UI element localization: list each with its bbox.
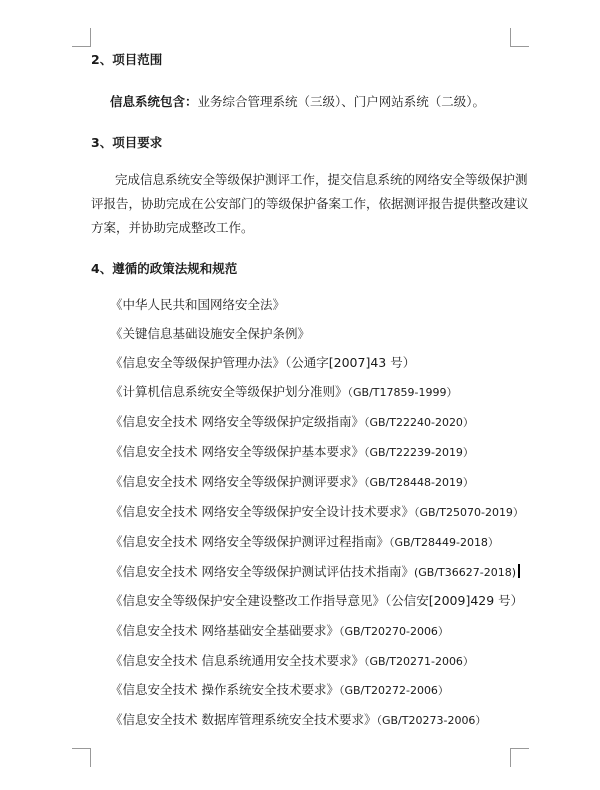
section-heading-requirements[interactable]: 3、项目要求: [91, 135, 163, 150]
policy-standard-code: （GB/T22240-2020）: [363, 416, 474, 429]
policy-item-1[interactable]: [110, 296, 285, 314]
policy-item-11[interactable]: [110, 592, 523, 610]
policy-title: 《信息安全技术 数据库管理系统安全技术要求》: [110, 712, 377, 727]
section-heading-policies[interactable]: 4、遵循的政策法规和规范: [91, 261, 238, 276]
section-heading-scope[interactable]: 2、项目范围: [91, 52, 163, 67]
policy-item-10[interactable]: [110, 563, 520, 582]
policy-standard-code: （GB/T20271-2006）: [363, 655, 474, 668]
policy-item-3[interactable]: [110, 354, 415, 372]
policy-standard-code: (GB/T36627-2018): [413, 566, 517, 579]
policy-standard-code: （GB/T20273-2006）: [376, 714, 487, 727]
policy-item-13[interactable]: [110, 652, 474, 671]
scope-text: 业务综合管理系统（三级）、门户网站系统（二级）。: [197, 94, 486, 109]
requirements-line-3[interactable]: 方案，并协助完成整改工作。: [91, 220, 254, 235]
policy-title: 《信息安全技术 网络安全等级保护定级指南》: [110, 414, 364, 429]
page-corner-mark-bottom-left: [72, 748, 91, 767]
policy-standard-code: （GB/T20272-2006）: [338, 684, 449, 697]
page-corner-mark-top-left: [72, 28, 91, 47]
policy-standard-code: （GB/T25070-2019）: [413, 506, 524, 519]
policy-title: 《信息安全技术 信息系统通用安全技术要求》: [110, 653, 364, 668]
policy-title: 《中华人民共和国网络安全法》: [110, 297, 286, 312]
policy-item-9[interactable]: [110, 533, 499, 552]
policy-title: 《信息安全技术 网络安全等级保护测评过程指南》: [110, 534, 389, 549]
policy-title: 《信息安全技术 网络安全等级保护基本要求》: [110, 444, 364, 459]
text-cursor: [518, 564, 520, 578]
policy-item-6[interactable]: [110, 443, 474, 462]
policy-item-2[interactable]: [110, 325, 310, 343]
policy-item-12[interactable]: [110, 622, 449, 641]
policy-title: 《计算机信息系统安全等级保护划分准则》: [110, 384, 348, 399]
policy-title: 《关键信息基础设施安全保护条例》: [110, 326, 311, 341]
policy-title: 《信息安全技术 网络安全等级保护测评要求》: [110, 474, 364, 489]
policy-title: 《信息安全等级保护管理办法》（公通字[2007]43 号）: [110, 355, 416, 370]
page-corner-mark-top-right: [510, 28, 529, 47]
policy-title: 《信息安全技术 网络安全等级保护安全设计技术要求》: [110, 504, 414, 519]
requirements-line-2[interactable]: 评报告，协助完成在公安部门的等级保护备案工作，依据测评报告提供整改建议: [91, 196, 529, 211]
policy-item-5[interactable]: [110, 413, 474, 432]
policy-title: 《信息安全技术 网络基础安全基础要求》: [110, 623, 339, 638]
policy-item-15[interactable]: [110, 711, 486, 730]
policy-standard-code: （GB/T28449-2018）: [388, 536, 499, 549]
policy-title: 《信息安全技术 操作系统安全技术要求》: [110, 682, 339, 697]
policy-standard-code: （GB/T20270-2006）: [338, 625, 449, 638]
scope-paragraph[interactable]: [110, 93, 485, 111]
policy-title: 《信息安全等级保护安全建设整改工作指导意见》（公信安[2009]429 号）: [110, 593, 524, 608]
policy-item-7[interactable]: [110, 473, 474, 492]
policy-title: 《信息安全技术 网络安全等级保护测试评估技术指南》: [110, 564, 414, 579]
page-corner-mark-bottom-right: [510, 748, 529, 767]
policy-item-14[interactable]: [110, 681, 449, 700]
policy-item-8[interactable]: [110, 503, 524, 522]
policy-standard-code: （GB/T28448-2019）: [363, 476, 474, 489]
requirements-line-1[interactable]: 完成信息系统安全等级保护测评工作，提交信息系统的网络安全等级保护测: [115, 172, 528, 187]
scope-label: 信息系统包含：: [110, 94, 198, 109]
policy-item-4[interactable]: [110, 383, 457, 402]
policy-standard-code: （GB/T17859-1999）: [347, 386, 458, 399]
policy-standard-code: （GB/T22239-2019）: [363, 446, 474, 459]
